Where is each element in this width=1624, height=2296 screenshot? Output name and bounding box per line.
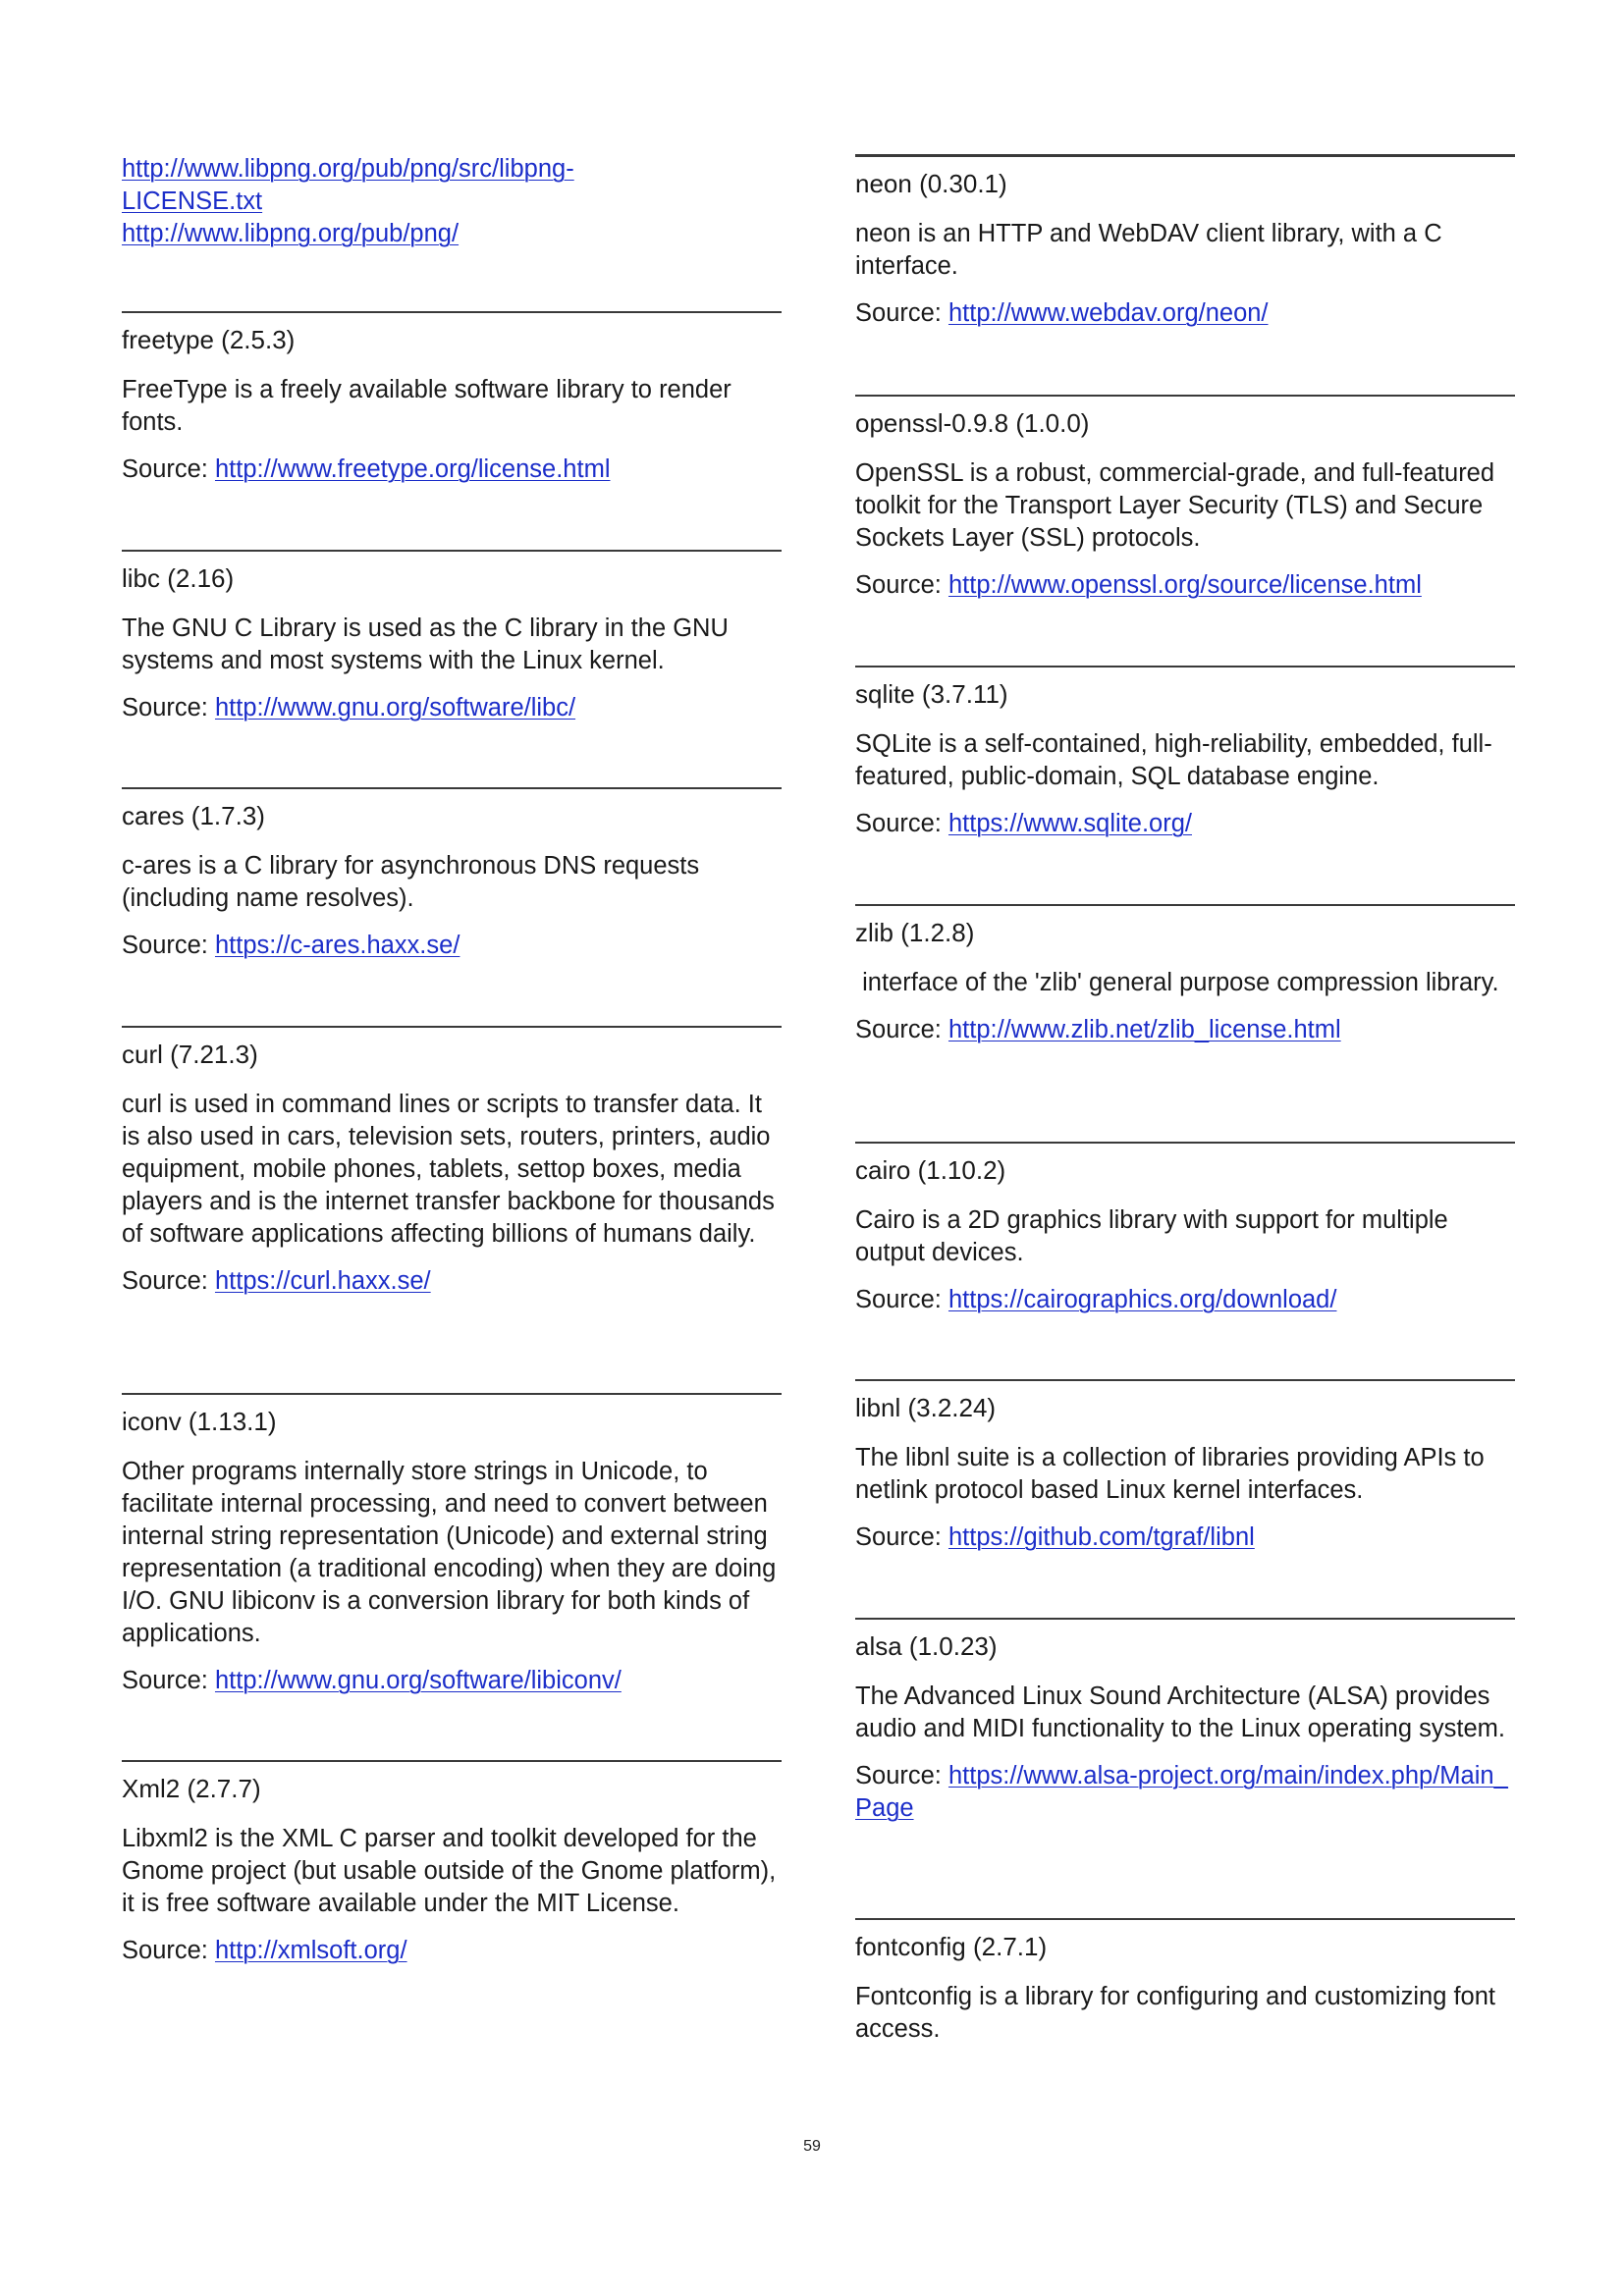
entry-source [122,1665,782,1697]
entry-source [122,454,782,486]
source-label: Source: [855,1016,948,1043]
entry-source [855,1014,1515,1046]
entry-source [855,297,1515,330]
entry-title: libc (2.16) [122,563,235,593]
source-link[interactable]: https://cairographics.org/download/ [947,1286,1337,1313]
libpng-license-link[interactable] [122,153,782,218]
source-label: Source: [122,1667,215,1694]
entry-xml2 [122,1760,782,1967]
source-link[interactable]: http://www.openssl.org/source/license.html [947,571,1422,599]
entry-freetype [122,311,782,486]
entry-description: Other programs internally store strings in Unicode, to facilitate internal processing, and need to convert between internal string representation (Unicode) and external string representation (a traditional encoding) when they are doing I/O. GNU libiconv is a conversion library for both kinds of applications. [122,1458,777,1647]
entry-curl [122,1026,782,1298]
divider [122,1760,782,1762]
entry-title: sqlite (3.7.11) [855,679,1008,709]
source-label: Source: [855,1286,948,1313]
divider [122,1393,782,1395]
divider [122,311,782,313]
entry-sqlite [855,666,1515,840]
source-link[interactable]: http://www.gnu.org/software/libc/ [214,694,576,721]
divider [855,1618,1515,1620]
source-link[interactable]: http://www.gnu.org/software/libiconv/ [214,1667,622,1694]
entry-source [855,1522,1515,1554]
entry-description: SQLite is a self-contained, high-reliability, embedded, full-featured, public-domain, SQL database engine. [855,730,1492,790]
divider [122,1026,782,1028]
divider [855,1379,1515,1381]
entry-description: Libxml2 is the XML C parser and toolkit developed for the Gnome project (but usable outside of the Gnome platform), it is free software available under the MIT License. [122,1825,777,1917]
entry-title: iconv (1.13.1) [122,1407,277,1436]
divider [122,550,782,552]
source-link[interactable]: https://curl.haxx.se/ [214,1267,431,1295]
entry-source [855,1284,1515,1316]
entry-title: Xml2 (2.7.7) [122,1774,261,1803]
divider [855,904,1515,906]
entry-openssl [855,395,1515,602]
divider [855,395,1515,397]
source-label: Source: [122,1267,215,1295]
entry-iconv [122,1393,782,1697]
entry-source [855,1760,1515,1825]
entry-description: Cairo is a 2D graphics library with support for multiple output devices. [855,1206,1448,1266]
entry-title: cares (1.7.3) [122,801,265,830]
source-label: Source: [855,571,948,599]
entry-libnl [855,1379,1515,1554]
entry-zlib [855,904,1515,1046]
divider [122,787,782,789]
entry-description: neon is an HTTP and WebDAV client library, with a C interface. [855,220,1442,280]
page-number: 59 [803,2138,821,2155]
entry-alsa [855,1618,1515,1825]
entry-cares [122,787,782,962]
source-link[interactable]: http://www.webdav.org/neon/ [947,299,1269,327]
source-link[interactable]: http://www.zlib.net/zlib_license.html [947,1016,1341,1043]
source-label: Source: [855,299,948,327]
entry-description: OpenSSL is a robust, commercial-grade, and full-featured toolkit for the Transport Layer Security (TLS) and Secure Sockets Layer (SSL) protocols. [855,459,1495,552]
libpng-home-link[interactable]: http://www.libpng.org/pub/png/ [122,220,460,247]
source-link[interactable]: https://c-ares.haxx.se/ [214,932,460,959]
libpng-links [122,153,782,250]
entry-source [122,1935,782,1967]
entry-title: curl (7.21.3) [122,1040,258,1069]
entry-description: interface of the 'zlib' general purpose compression library. [855,969,1499,996]
divider [855,666,1515,667]
entry-title: neon (0.30.1) [855,169,1007,198]
entry-source [122,692,782,724]
divider [855,1918,1515,1920]
entry-description: The libnl suite is a collection of libraries providing APIs to netlink protocol based Linux kernel interfaces. [855,1444,1485,1504]
entry-title: cairo (1.10.2) [855,1155,1006,1185]
entry-title: fontconfig (2.7.1) [855,1932,1048,1961]
entry-title: freetype (2.5.3) [122,325,296,354]
source-link[interactable]: http://www.freetype.org/license.html [214,455,611,483]
source-link[interactable]: https://www.sqlite.org/ [947,810,1192,837]
source-link[interactable]: https://github.com/tgraf/libnl [947,1523,1255,1551]
entry-title: openssl-0.9.8 (1.0.0) [855,408,1090,438]
entry-description: Fontconfig is a library for configuring and customizing font access. [855,1983,1495,2043]
entry-description: The Advanced Linux Sound Architecture (ALSA) provides audio and MIDI functionality to the Linux operating system. [855,1682,1505,1742]
source-link[interactable]: https://www.alsa-project.org/main/index.php/Main_Page [855,1762,1508,1822]
entry-source [122,1265,782,1298]
divider [855,154,1515,157]
entry-title: zlib (1.2.8) [855,918,975,947]
source-label: Source: [122,455,215,483]
entry-description: c-ares is a C library for asynchronous DNS requests (including name resolves). [122,852,700,912]
source-label: Source: [122,932,215,959]
source-link[interactable]: http://xmlsoft.org/ [214,1937,407,1964]
entry-source [122,930,782,962]
entry-description: curl is used in command lines or scripts to transfer data. It is also used in cars, television sets, routers, printers, audio equipment, mobile phones, tablets, settop boxes, media players and is the internet transfer backbone for thousands of software applications affecting billions of humans daily. [122,1091,775,1248]
source-label: Source: [122,694,215,721]
entry-source [855,569,1515,602]
entry-neon [855,154,1515,330]
libpng-license-link-line2[interactable]: LICENSE.txt [122,187,263,215]
source-label: Source: [122,1937,215,1964]
entry-cairo [855,1142,1515,1316]
entry-libc [122,550,782,724]
entry-title: alsa (1.0.23) [855,1631,998,1661]
entry-description: The GNU C Library is used as the C library in the GNU systems and most systems with the Linux kernel. [122,614,729,674]
entry-source [855,808,1515,840]
entry-description: FreeType is a freely available software library to render fonts. [122,376,731,436]
source-label: Source: [855,1523,948,1551]
source-label: Source: [855,810,948,837]
divider [855,1142,1515,1144]
libpng-license-link-line1[interactable]: http://www.libpng.org/pub/png/src/libpng- [122,155,574,183]
source-label: Source: [855,1762,948,1789]
entry-title: libnl (3.2.24) [855,1393,997,1422]
entry-fontconfig [855,1918,1515,2046]
